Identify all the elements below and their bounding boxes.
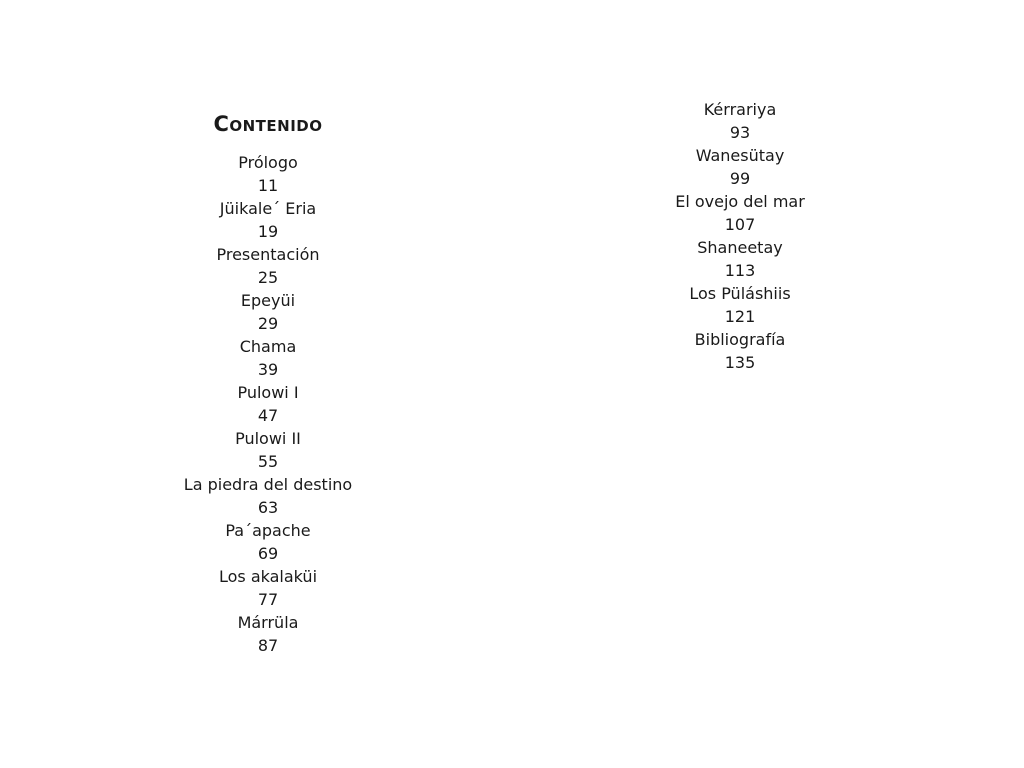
toc-entry-page: 29 (257, 314, 279, 333)
toc-entry[interactable] (18, 565, 518, 611)
toc-entry-page: 11 (257, 176, 279, 195)
toc-entry-title: El ovejo del mar (675, 192, 805, 211)
toc-entry-page: 121 (724, 307, 756, 326)
toc-entry[interactable] (18, 151, 518, 197)
toc-right-page (490, 0, 990, 768)
toc-entry-page: 107 (724, 215, 756, 234)
toc-entry-title: Chama (239, 337, 297, 356)
toc-entry-page: 87 (257, 636, 279, 655)
toc-entry-page: 19 (257, 222, 279, 241)
toc-entry-title: La piedra del destino (183, 475, 353, 494)
toc-entry-title: Pa´apache (225, 521, 311, 540)
toc-entry[interactable] (18, 427, 518, 473)
toc-left-page (18, 0, 518, 768)
toc-entry[interactable] (18, 197, 518, 243)
toc-entry[interactable] (18, 611, 518, 657)
toc-entry-title: Presentación (216, 245, 320, 264)
toc-entry-title: Pulowi I (237, 383, 299, 402)
toc-entry[interactable] (490, 144, 990, 190)
toc-entry[interactable] (490, 328, 990, 374)
toc-entry-title: Bibliografía (694, 330, 786, 349)
toc-list-right (490, 98, 990, 374)
toc-entry-title: Pulowi II (235, 429, 301, 448)
toc-entry[interactable] (18, 289, 518, 335)
toc-entry-page: 63 (257, 498, 279, 517)
toc-entry[interactable] (18, 519, 518, 565)
toc-entry-title: Jüikale´ Eria (219, 199, 317, 218)
toc-entry-page: 93 (729, 123, 751, 142)
toc-entry-title: Los akalaküi (218, 567, 318, 586)
toc-entry[interactable] (18, 473, 518, 519)
toc-list-left (18, 151, 518, 657)
toc-entry-title: Kérrariya (703, 100, 777, 119)
toc-entry-title: Márrüla (237, 613, 299, 632)
toc-entry-title: Shaneetay (697, 238, 783, 257)
toc-entry-page: 113 (724, 261, 756, 280)
toc-entry-page: 135 (724, 353, 756, 372)
toc-entry[interactable] (490, 190, 990, 236)
toc-entry-page: 39 (257, 360, 279, 379)
toc-entry-page: 77 (257, 590, 279, 609)
toc-entry-page: 99 (729, 169, 751, 188)
toc-entry[interactable] (18, 381, 518, 427)
toc-entry[interactable] (18, 335, 518, 381)
toc-heading: Contenido (213, 112, 323, 137)
toc-entry-title: Wanesütay (695, 146, 785, 165)
toc-entry-page: 55 (257, 452, 279, 471)
toc-entry-page: 25 (257, 268, 279, 287)
toc-entry[interactable] (490, 236, 990, 282)
toc-entry[interactable] (490, 282, 990, 328)
toc-entry[interactable] (18, 243, 518, 289)
toc-entry-title: Prólogo (238, 153, 298, 172)
toc-entry-page: 47 (257, 406, 279, 425)
toc-entry[interactable] (490, 98, 990, 144)
toc-entry-page: 69 (257, 544, 279, 563)
toc-entry-title: Los Püláshiis (689, 284, 791, 303)
toc-entry-title: Epeyüi (240, 291, 296, 310)
